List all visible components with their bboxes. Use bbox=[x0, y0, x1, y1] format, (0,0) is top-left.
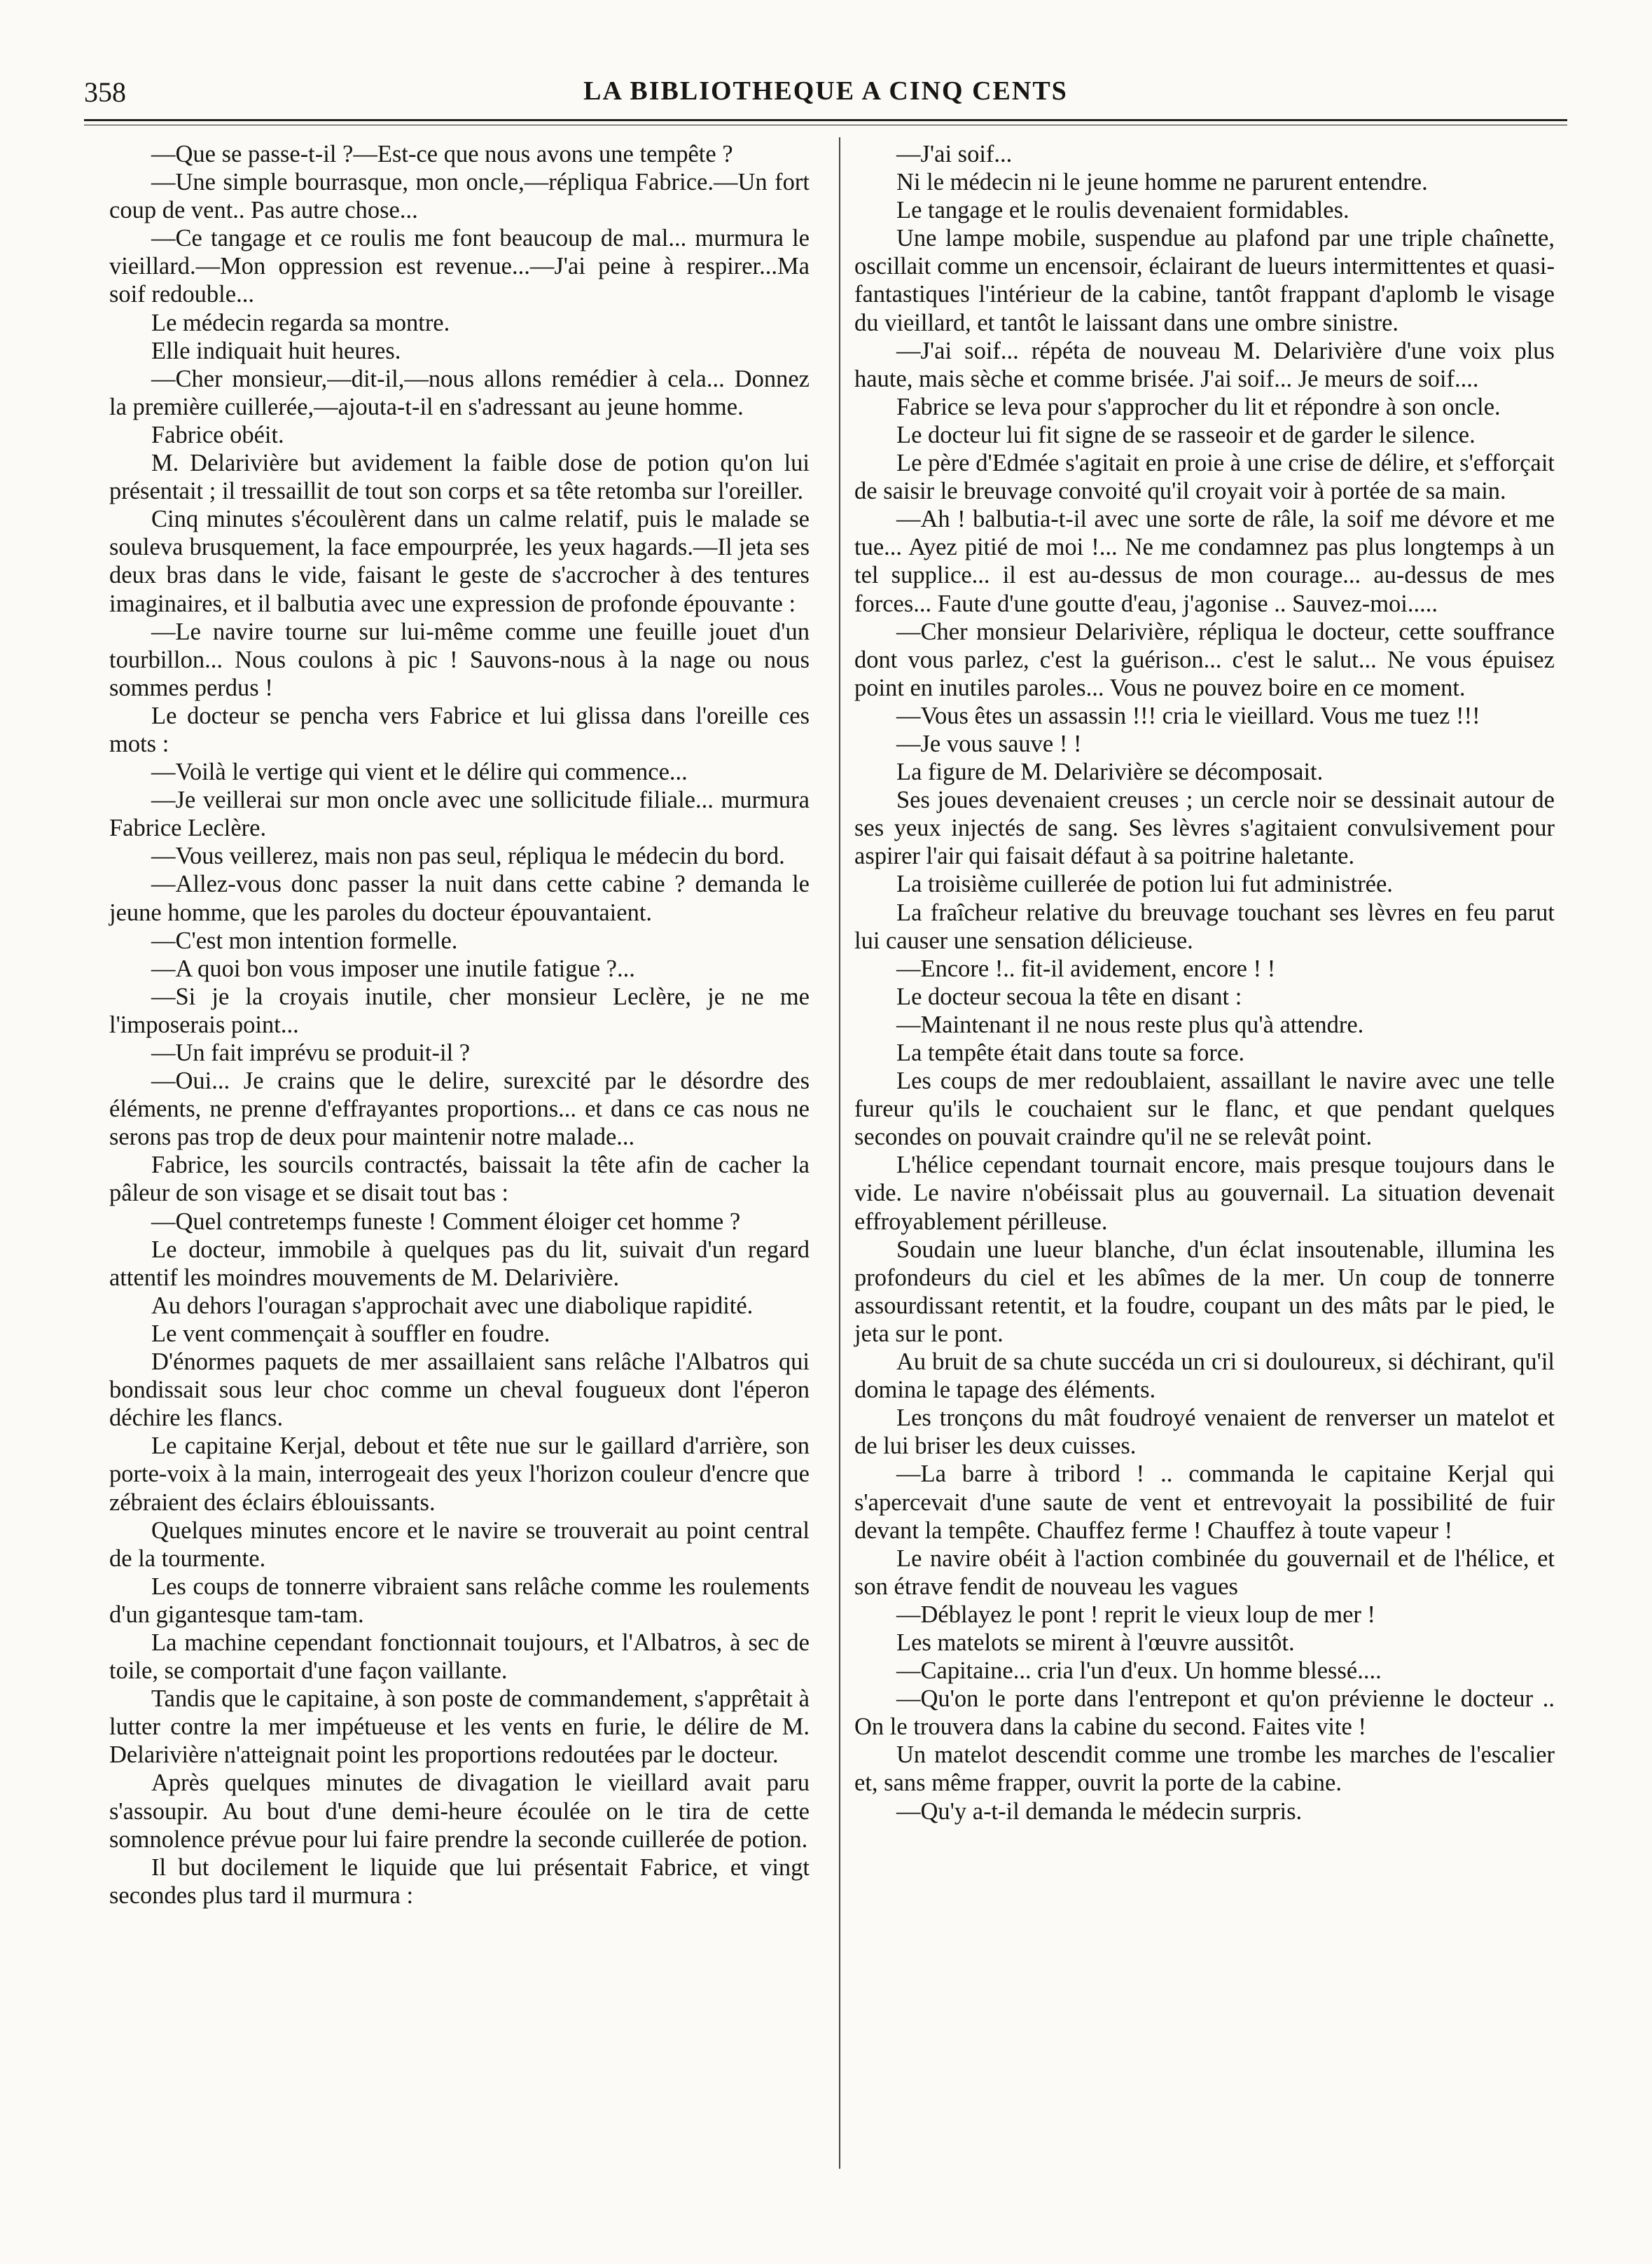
paragraph: —J'ai soif... répéta de nouveau M. Delarivière d'une voix plus haute, mais sèche et comme brisée. J'ai soif... Je meurs de soif.... bbox=[854, 337, 1555, 392]
paragraph: —Oui... Je crains que le delire, surexcité par le désordre des éléments, ne prenne d'effrayantes proportions... et dans ce cas nous ne serons pas trop de deux pour maintenir notre malade... bbox=[109, 1068, 810, 1151]
paragraph: Il but docilement le liquide que lui présentait Fabrice, et vingt secondes plus tard il murmura : bbox=[109, 1854, 810, 1909]
paragraph: —J'ai soif... bbox=[896, 141, 1013, 167]
paragraph: —Ah ! balbutia-t-il avec une sorte de râle, la soif me dévore et me tue... Ayez pitié de moi !... Ne me condamnez pas plus longtemps à un tel supplice... il est au-dessus de mon courage... au-dessus de mes forces... Faute d'une goutte d'eau, j'agonise .. Sauvez-moi..... bbox=[854, 506, 1555, 617]
paragraph: Le capitaine Kerjal, debout et tête nue sur le gaillard d'arrière, son porte-voix à la main, interrogeait des yeux l'horizon couleur d'encre que zébraient des éclairs éblouissants. bbox=[109, 1433, 810, 1516]
paragraph: Fabrice, les sourcils contractés, baissait la tête afin de cacher la pâleur de son visage et se disait tout bas : bbox=[109, 1152, 810, 1207]
paragraph: —Cher monsieur,—dit-il,—nous allons remédier à cela... Donnez la première cuillerée,—ajouta-t-il en s'adressant au jeune homme. bbox=[109, 365, 810, 420]
paragraph: —Je veillerai sur mon oncle avec une sollicitude filiale... murmura Fabrice Leclère. bbox=[109, 787, 810, 842]
paragraph: —Encore !.. fit-il avidement, encore ! ! bbox=[896, 955, 1276, 982]
paragraph: Soudain une lueur blanche, d'un éclat insoutenable, illumina les profondeurs du ciel et les abîmes de la mer. Un coup de tonnerre assourdissant retentit, et la foudre, coupant un des mâts par le pied, le jeta sur le pont. bbox=[854, 1236, 1555, 1347]
paragraph: M. Delarivière but avidement la faible dose de potion qu'on lui présentait ; il tressaillit de tout son corps et sa tête retomba sur l'oreiller. bbox=[109, 450, 810, 505]
paragraph: —Allez-vous donc passer la nuit dans cette cabine ? demanda le jeune homme, que les paroles du docteur épouvantaient. bbox=[109, 871, 810, 926]
paragraph: La troisième cuillerée de potion lui fut administrée. bbox=[896, 871, 1393, 898]
header-rule bbox=[84, 119, 1567, 121]
paragraph: —Qu'y a-t-il demanda le médecin surpris. bbox=[896, 1797, 1303, 1825]
paragraph: —Un fait imprévu se produit-il ? bbox=[151, 1040, 471, 1066]
paragraph: —La barre à tribord ! .. commanda le capitaine Kerjal qui s'apercevait d'une saute de vent et entrevoyait la possibilité de fuir devant la tempête. Chauffez ferme ! Chauffez à toute vapeur ! bbox=[854, 1461, 1555, 1544]
paragraph: La machine cependant fonctionnait toujours, et l'Albatros, à sec de toile, se comportait d'une façon vaillante. bbox=[109, 1629, 810, 1685]
paragraph: —Quel contretemps funeste ! Comment éloiger cet homme ? bbox=[151, 1208, 741, 1235]
paragraph: Elle indiquait huit heures. bbox=[151, 337, 401, 364]
paragraph: —Maintenant il ne nous reste plus qu'à attendre. bbox=[896, 1011, 1364, 1038]
paragraph: —Je vous sauve ! ! bbox=[896, 730, 1082, 757]
paragraph: —Cher monsieur Delarivière, répliqua le docteur, cette souffrance dont vous parlez, c'est la guérison... c'est le salut... Ne vous épuisez point en inutiles paroles... Vous ne pouvez boire en ce moment. bbox=[854, 618, 1555, 701]
paragraph: Les tronçons du mât foudroyé venaient de renverser un matelot et de lui briser les deux cuisses. bbox=[854, 1404, 1555, 1460]
paragraph: Quelques minutes encore et le navire se trouverait au point central de la tourmente. bbox=[109, 1517, 810, 1572]
paragraph: —A quoi bon vous imposer une inutile fatigue ?... bbox=[151, 955, 635, 982]
paragraph: —Déblayez le pont ! reprit le vieux loup de mer ! bbox=[896, 1601, 1376, 1628]
paragraph: —Le navire tourne sur lui-même comme une feuille jouet d'un tourbillon... Nous coulons à pic ! Sauvons-nous à la nage ou nous sommes perdus ! bbox=[109, 618, 810, 701]
paragraph: Fabrice obéit. bbox=[151, 421, 284, 448]
paragraph: Les matelots se mirent à l'œuvre aussitôt. bbox=[896, 1629, 1295, 1656]
paragraph: L'hélice cependant tournait encore, mais presque toujours dans le vide. Le navire n'obéissait plus au gouvernail. La situation devenait effroyablement périlleuse. bbox=[854, 1152, 1555, 1235]
page-number: 358 bbox=[84, 76, 126, 108]
paragraph: La figure de M. Delarivière se décomposait. bbox=[896, 759, 1324, 786]
page-header bbox=[84, 76, 1567, 118]
paragraph: —Vous veillerez, mais non pas seul, répliqua le médecin du bord. bbox=[151, 843, 785, 870]
paragraph: Le médecin regarda sa montre. bbox=[151, 309, 450, 336]
paragraph: Le docteur se pencha vers Fabrice et lui glissa dans l'oreille ces mots : bbox=[109, 702, 810, 757]
paragraph: Tandis que le capitaine, à son poste de commandement, s'apprêtait à lutter contre la mer impétueuse et les vents en furie, le délire de M. Delarivière n'atteignait point les proportions redoutées par le docteur. bbox=[109, 1685, 810, 1769]
paragraph: La fraîcheur relative du breuvage touchant ses lèvres en feu parut lui causer une sensation délicieuse. bbox=[854, 899, 1555, 954]
paragraph: —Une simple bourrasque, mon oncle,—répliqua Fabrice.—Un fort coup de vent.. Pas autre chose... bbox=[109, 169, 810, 224]
paragraph: Au bruit de sa chute succéda un cri si douloureux, si déchirant, qu'il domina le tapage des éléments. bbox=[854, 1348, 1555, 1404]
paragraph: Fabrice se leva pour s'approcher du lit et répondre à son oncle. bbox=[896, 393, 1501, 420]
left-column bbox=[109, 140, 810, 1910]
paragraph: Après quelques minutes de divagation le vieillard avait paru s'assoupir. Au bout d'une demi-heure écoulée on le tira de cette somnolence prévue pour lui faire prendre la seconde cuillerée de potion. bbox=[109, 1769, 810, 1853]
paragraph: Au dehors l'ouragan s'approchait avec une diabolique rapidité. bbox=[151, 1292, 754, 1319]
right-column bbox=[854, 140, 1555, 1825]
paragraph: La tempête était dans toute sa force. bbox=[896, 1040, 1245, 1066]
paragraph: Ni le médecin ni le jeune homme ne parurent entendre. bbox=[896, 169, 1428, 196]
paragraph: —Qu'on le porte dans l'entrepont et qu'on prévienne le docteur .. On le trouvera dans la cabine du second. Faites vite ! bbox=[854, 1685, 1555, 1741]
paragraph: Le tangage et le roulis devenaient formidables. bbox=[896, 197, 1349, 224]
paragraph: Le père d'Edmée s'agitait en proie à une crise de délire, et s'efforçait de saisir le breuvage convoité qu'il croyait voir à portée de sa main. bbox=[854, 450, 1555, 505]
paragraph: Un matelot descendit comme une trombe les marches de l'escalier et, sans même frapper, ouvrit la porte de la cabine. bbox=[854, 1741, 1555, 1797]
paragraph: —Voilà le vertige qui vient et le délire qui commence... bbox=[151, 759, 688, 786]
paragraph: Cinq minutes s'écoulèrent dans un calme relatif, puis le malade se souleva brusquement, la face empourprée, les yeux hagards.—Il jeta ses deux bras dans le vide, faisant le geste de s'accrocher à des tentures imaginaires, et il balbutia avec une expression de profonde épouvante : bbox=[109, 506, 810, 617]
paragraph: Une lampe mobile, suspendue au plafond par une triple chaînette, oscillait comme un encensoir, éclairant de lueurs intermittentes et quasi-fantastiques l'intérieur de la cabine, tantôt frappant d'aplomb le visage du vieillard, et tantôt le laissant dans une ombre sinistre. bbox=[854, 225, 1555, 336]
paragraph: —Capitaine... cria l'un d'eux. Un homme blessé.... bbox=[896, 1657, 1382, 1685]
paragraph: Les coups de tonnerre vibraient sans relâche comme les roulements d'un gigantesque tam-tam. bbox=[109, 1573, 810, 1628]
paragraph: Le docteur, immobile à quelques pas du lit, suivait d'un regard attentif les moindres mouvements de M. Delarivière. bbox=[109, 1236, 810, 1291]
paragraph: —Que se passe-t-il ?—Est-ce que nous avons une tempête ? bbox=[151, 141, 733, 167]
paragraph: —Si je la croyais inutile, cher monsieur Leclère, je ne me l'imposerais point... bbox=[109, 983, 810, 1038]
running-title: LA BIBLIOTHEQUE A CINQ CENTS bbox=[583, 76, 1068, 106]
paragraph: —Ce tangage et ce roulis me font beaucoup de mal... murmura le vieillard.—Mon oppression est revenue...—J'ai peine à respirer...Ma soif redouble... bbox=[109, 225, 810, 308]
paragraph: —C'est mon intention formelle. bbox=[151, 927, 458, 954]
paragraph: Le docteur lui fit signe de se rasseoir et de garder le silence. bbox=[896, 421, 1476, 448]
paragraph: Le docteur secoua la tête en disant : bbox=[896, 983, 1242, 1010]
paragraph: Ses joues devenaient creuses ; un cercle noir se dessinait autour de ses yeux injectés de sang. Ses lèvres s'agitaient convulsivement pour aspirer l'air qui faisait défaut à sa poitrine haletante. bbox=[854, 787, 1555, 870]
paragraph: Le navire obéit à l'action combinée du gouvernail et de l'hélice, et son étrave fendit de nouveau les vagues bbox=[854, 1545, 1555, 1600]
paragraph: D'énormes paquets de mer assaillaient sans relâche l'Albatros qui bondissait sous leur choc comme un cheval fougueux dont l'éperon déchire les flancs. bbox=[109, 1348, 810, 1432]
paragraph: Les coups de mer redoublaient, assaillant le navire avec une telle fureur qu'ils le couchaient sur le flanc, et que pendant quelques secondes on pouvait craindre qu'il ne se relevât point. bbox=[854, 1068, 1555, 1151]
column-divider bbox=[839, 137, 840, 2169]
paragraph: —Vous êtes un assassin !!! cria le vieillard. Vous me tuez !!! bbox=[896, 702, 1480, 729]
paragraph: Le vent commençait à souffler en foudre. bbox=[151, 1320, 550, 1347]
